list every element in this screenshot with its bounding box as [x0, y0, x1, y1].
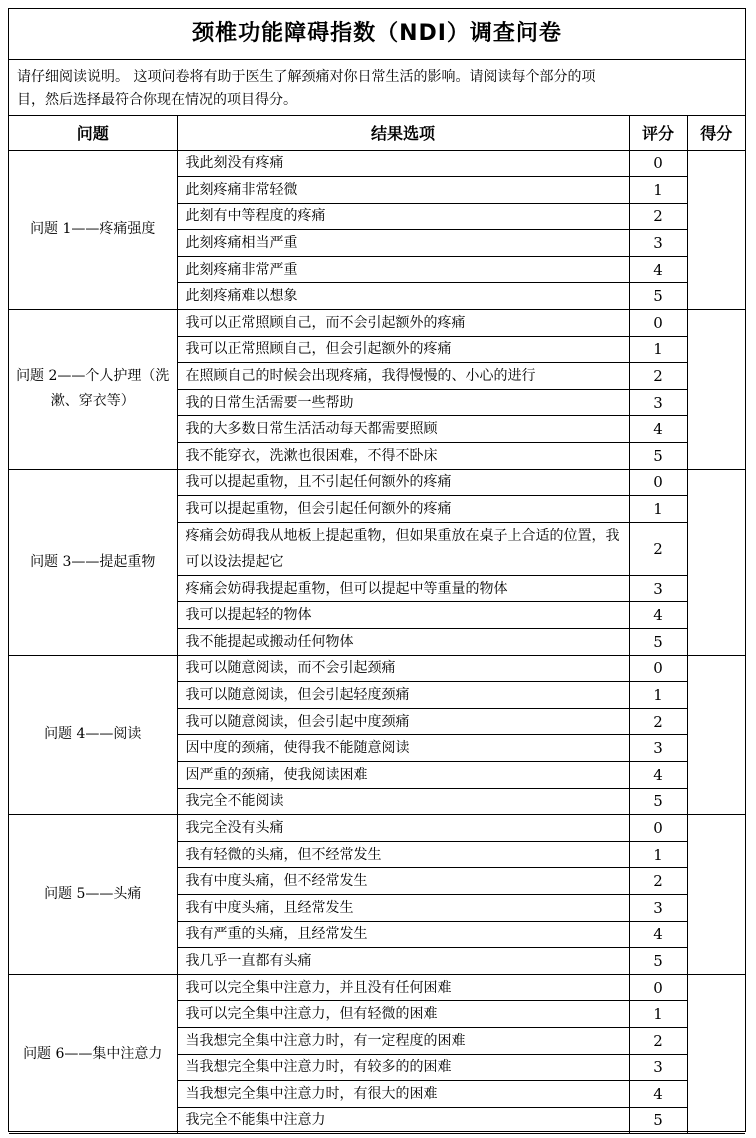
option-rating: 3	[629, 230, 687, 257]
option-text: 当我想完全集中注意力时，有较多的的困难	[177, 1054, 629, 1081]
option-rating: 3	[629, 735, 687, 762]
option-rating: 5	[629, 629, 687, 656]
question-label: 问题 4——阅读	[9, 655, 177, 815]
option-text: 此刻有中等程度的疼痛	[177, 203, 629, 230]
option-text: 我的日常生活需要一些帮助	[177, 389, 629, 416]
option-rating: 5	[629, 1107, 687, 1134]
option-text: 我的大多数日常生活活动每天都需要照顾	[177, 416, 629, 443]
option-text: 我可以随意阅读，但会引起轻度颈痛	[177, 682, 629, 709]
option-text: 我完全不能阅读	[177, 788, 629, 815]
option-text: 我可以完全集中注意力，并且没有任何困难	[177, 974, 629, 1001]
ndi-table-body	[9, 116, 745, 1134]
option-text: 此刻疼痛相当严重	[177, 230, 629, 257]
header-rating: 评分	[629, 116, 687, 150]
option-text: 我完全没有头痛	[177, 815, 629, 842]
option-text: 我有中度头痛，且经常发生	[177, 894, 629, 921]
option-rating: 0	[629, 310, 687, 337]
option-rating: 0	[629, 974, 687, 1001]
option-text: 我完全不能集中注意力	[177, 1107, 629, 1134]
option-text: 当我想完全集中注意力时，有一定程度的困难	[177, 1027, 629, 1054]
option-rating: 1	[629, 336, 687, 363]
option-rating: 3	[629, 894, 687, 921]
option-rating: 0	[629, 150, 687, 177]
table-row	[9, 150, 745, 177]
instructions-line-2: 目，然后选择最符合你现在情况的项目得分。	[17, 92, 297, 108]
header-options: 结果选项	[177, 116, 629, 150]
option-rating: 0	[629, 469, 687, 496]
header-score: 得分	[687, 116, 745, 150]
table-row	[9, 469, 745, 496]
option-rating: 2	[629, 868, 687, 895]
option-rating: 3	[629, 575, 687, 602]
option-rating: 4	[629, 416, 687, 443]
option-text: 我此刻没有疼痛	[177, 150, 629, 177]
option-rating: 4	[629, 602, 687, 629]
header-question: 问题	[9, 116, 177, 150]
question-label: 问题 2——个人护理（洗漱、穿衣等）	[9, 310, 177, 470]
score-entry-cell[interactable]	[687, 150, 745, 310]
option-text: 我可以正常照顾自己，而不会引起额外的疼痛	[177, 310, 629, 337]
page-title: 颈椎功能障碍指数（NDI）调查问卷	[9, 9, 745, 60]
option-rating: 0	[629, 815, 687, 842]
option-rating: 5	[629, 283, 687, 310]
option-rating: 3	[629, 389, 687, 416]
option-rating: 5	[629, 788, 687, 815]
option-text: 我可以随意阅读，但会引起中度颈痛	[177, 708, 629, 735]
instructions	[9, 60, 745, 116]
option-text: 此刻疼痛非常轻微	[177, 177, 629, 204]
option-text: 我不能穿衣，洗漱也很困难，不得不卧床	[177, 443, 629, 470]
table-row	[9, 815, 745, 842]
option-text: 我几乎一直都有头痛	[177, 948, 629, 975]
option-rating: 2	[629, 522, 687, 575]
score-entry-cell[interactable]	[687, 655, 745, 815]
option-text: 我可以提起轻的物体	[177, 602, 629, 629]
table-row	[9, 974, 745, 1001]
option-text: 在照顾自己的时候会出现疼痛，我得慢慢的、小心的进行	[177, 363, 629, 390]
option-rating: 2	[629, 203, 687, 230]
option-text: 我可以完全集中注意力，但有轻微的困难	[177, 1001, 629, 1028]
score-entry-cell[interactable]	[687, 310, 745, 470]
option-rating: 2	[629, 708, 687, 735]
instructions-line-1: 请仔细阅读说明。 这项问卷将有助于医生了解颈痛对你日常生活的影响。请阅读每个部分的项	[17, 69, 596, 85]
option-text: 我可以随意阅读，而不会引起颈痛	[177, 655, 629, 682]
option-text: 我有中度头痛，但不经常发生	[177, 868, 629, 895]
option-rating: 1	[629, 682, 687, 709]
table-header-row	[9, 116, 745, 150]
option-text: 当我想完全集中注意力时，有很大的困难	[177, 1081, 629, 1108]
option-rating: 5	[629, 443, 687, 470]
option-rating: 2	[629, 363, 687, 390]
option-rating: 4	[629, 761, 687, 788]
option-text: 疼痛会妨碍我从地板上提起重物，但如果重放在桌子上合适的位置，我可以设法提起它	[177, 522, 629, 575]
option-text: 我有轻微的头痛，但不经常发生	[177, 841, 629, 868]
option-rating: 1	[629, 177, 687, 204]
option-rating: 3	[629, 1054, 687, 1081]
questionnaire-document	[8, 8, 746, 1132]
question-label: 问题 6——集中注意力	[9, 974, 177, 1134]
option-text: 疼痛会妨碍我提起重物，但可以提起中等重量的物体	[177, 575, 629, 602]
option-text: 此刻疼痛非常严重	[177, 256, 629, 283]
option-text: 因严重的颈痛，使我阅读困难	[177, 761, 629, 788]
option-rating: 1	[629, 841, 687, 868]
option-rating: 4	[629, 256, 687, 283]
score-entry-cell[interactable]	[687, 815, 745, 975]
option-text: 我有严重的头痛，且经常发生	[177, 921, 629, 948]
option-text: 我可以提起重物，且不引起任何额外的疼痛	[177, 469, 629, 496]
option-rating: 1	[629, 1001, 687, 1028]
ndi-table	[9, 116, 745, 1134]
question-label: 问题 5——头痛	[9, 815, 177, 975]
option-text: 我可以提起重物，但会引起任何额外的疼痛	[177, 496, 629, 523]
score-entry-cell[interactable]	[687, 974, 745, 1134]
option-rating: 4	[629, 1081, 687, 1108]
option-text: 我不能提起或搬动任何物体	[177, 629, 629, 656]
question-label: 问题 1——疼痛强度	[9, 150, 177, 310]
option-rating: 2	[629, 1027, 687, 1054]
table-row	[9, 655, 745, 682]
option-rating: 4	[629, 921, 687, 948]
question-label: 问题 3——提起重物	[9, 469, 177, 655]
table-row	[9, 310, 745, 337]
option-rating: 0	[629, 655, 687, 682]
option-text: 因中度的颈痛，使得我不能随意阅读	[177, 735, 629, 762]
option-text: 我可以正常照顾自己，但会引起额外的疼痛	[177, 336, 629, 363]
option-rating: 5	[629, 948, 687, 975]
option-rating: 1	[629, 496, 687, 523]
option-text: 此刻疼痛难以想象	[177, 283, 629, 310]
score-entry-cell[interactable]	[687, 469, 745, 655]
